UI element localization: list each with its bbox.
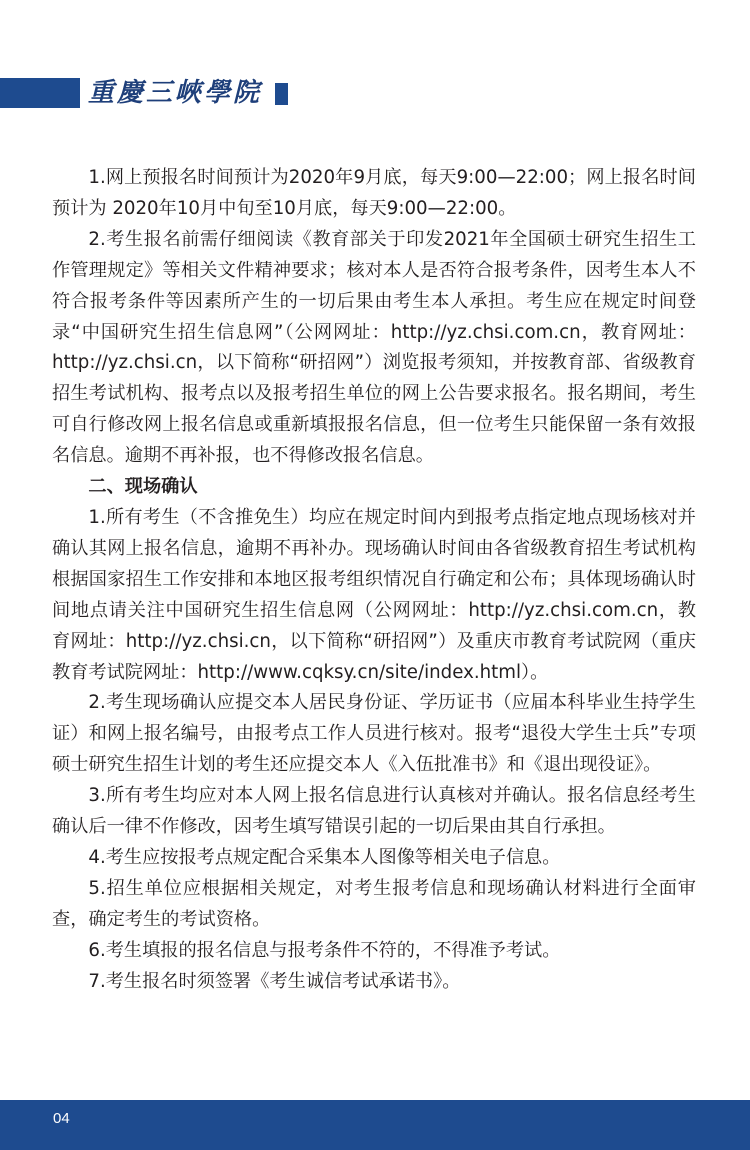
school-logo: 重慶三峽學院 xyxy=(88,78,263,108)
header-mark xyxy=(275,83,288,105)
paragraph: 2.考生现场确认应提交本人居民身份证、学历证书（应届本科毕业生持学生证）和网上报名编号，由报考点工作人员进行核对。报考“退役大学生士兵”专项硕士研究生招生计划的考生还应提交本人《入伍批准书》和《退出现役证》。 xyxy=(52,692,696,776)
paragraph: 1.网上预报名时间预计为2020年9月底，每天9:00—22:00；网上报名时间预计为 2020年10月中旬至10月底，每天9:00—22:00。 xyxy=(52,167,696,219)
paragraph: 4.考生应按报考点规定配合采集本人图像等相关电子信息。 xyxy=(88,846,561,868)
document-body xyxy=(52,163,696,997)
paragraph: 6.考生填报的报名信息与报考条件不符的，不得准予考试。 xyxy=(88,939,561,961)
paragraph: 1.所有考生（不含推免生）均应在规定时间内到报考点指定地点现场核对并确认其网上报名信息，逾期不再补办。现场确认时间由各省级教育招生考试机构根据国家招生工作安排和本地区报考组织情况自行确定和公布；具体现场确认时间地点请关注中国研究生招生信息网（公网网址：http://yz.chsi.com.cn，教育网址：http://yz.chsi.cn，以下简称“研招网”）及重庆市教育考试院网（重庆教育考试院网址：http://www.cqksy.cn/site/index.html）。 xyxy=(52,506,696,683)
footer-bar xyxy=(0,1100,750,1150)
paragraph: 5.招生单位应根据相关规定，对考生报考信息和现场确认材料进行全面审查，确定考生的考试资格。 xyxy=(52,877,696,930)
paragraph: 7.考生报名时须签署《考生诚信考试承诺书》。 xyxy=(88,970,461,992)
paragraph: 2.考生报名前需仔细阅读《教育部关于印发2021年全国硕士研究生招生工作管理规定》等相关文件精神要求；核对本人是否符合报考条件，因考生本人不符合报考条件等因素所产生的一切后果由考生本人承担。考生应在规定时间登录“中国研究生招生信息网”（公网网址：http://yz.chsi.com.cn，教育网址：http://yz.chsi.cn，以下简称“研招网”）浏览报考须知，并按教育部、省级教育招生考试机构、报考点以及报考招生单位的网上公告要求报名。报名期间，考生可自行修改网上报名信息或重新填报报名信息，但一位考生只能保留一条有效报名信息。逾期不再补报，也不得修改报名信息。 xyxy=(52,228,696,467)
header-bar xyxy=(0,78,80,108)
section-heading: 二、现场确认 xyxy=(88,476,198,498)
paragraph: 3.所有考生均应对本人网上报名信息进行认真核对并确认。报名信息经考生确认后一律不作修改，因考生填写错误引起的一切后果由其自行承担。 xyxy=(52,785,696,838)
page-number: 04 xyxy=(53,1110,70,1127)
